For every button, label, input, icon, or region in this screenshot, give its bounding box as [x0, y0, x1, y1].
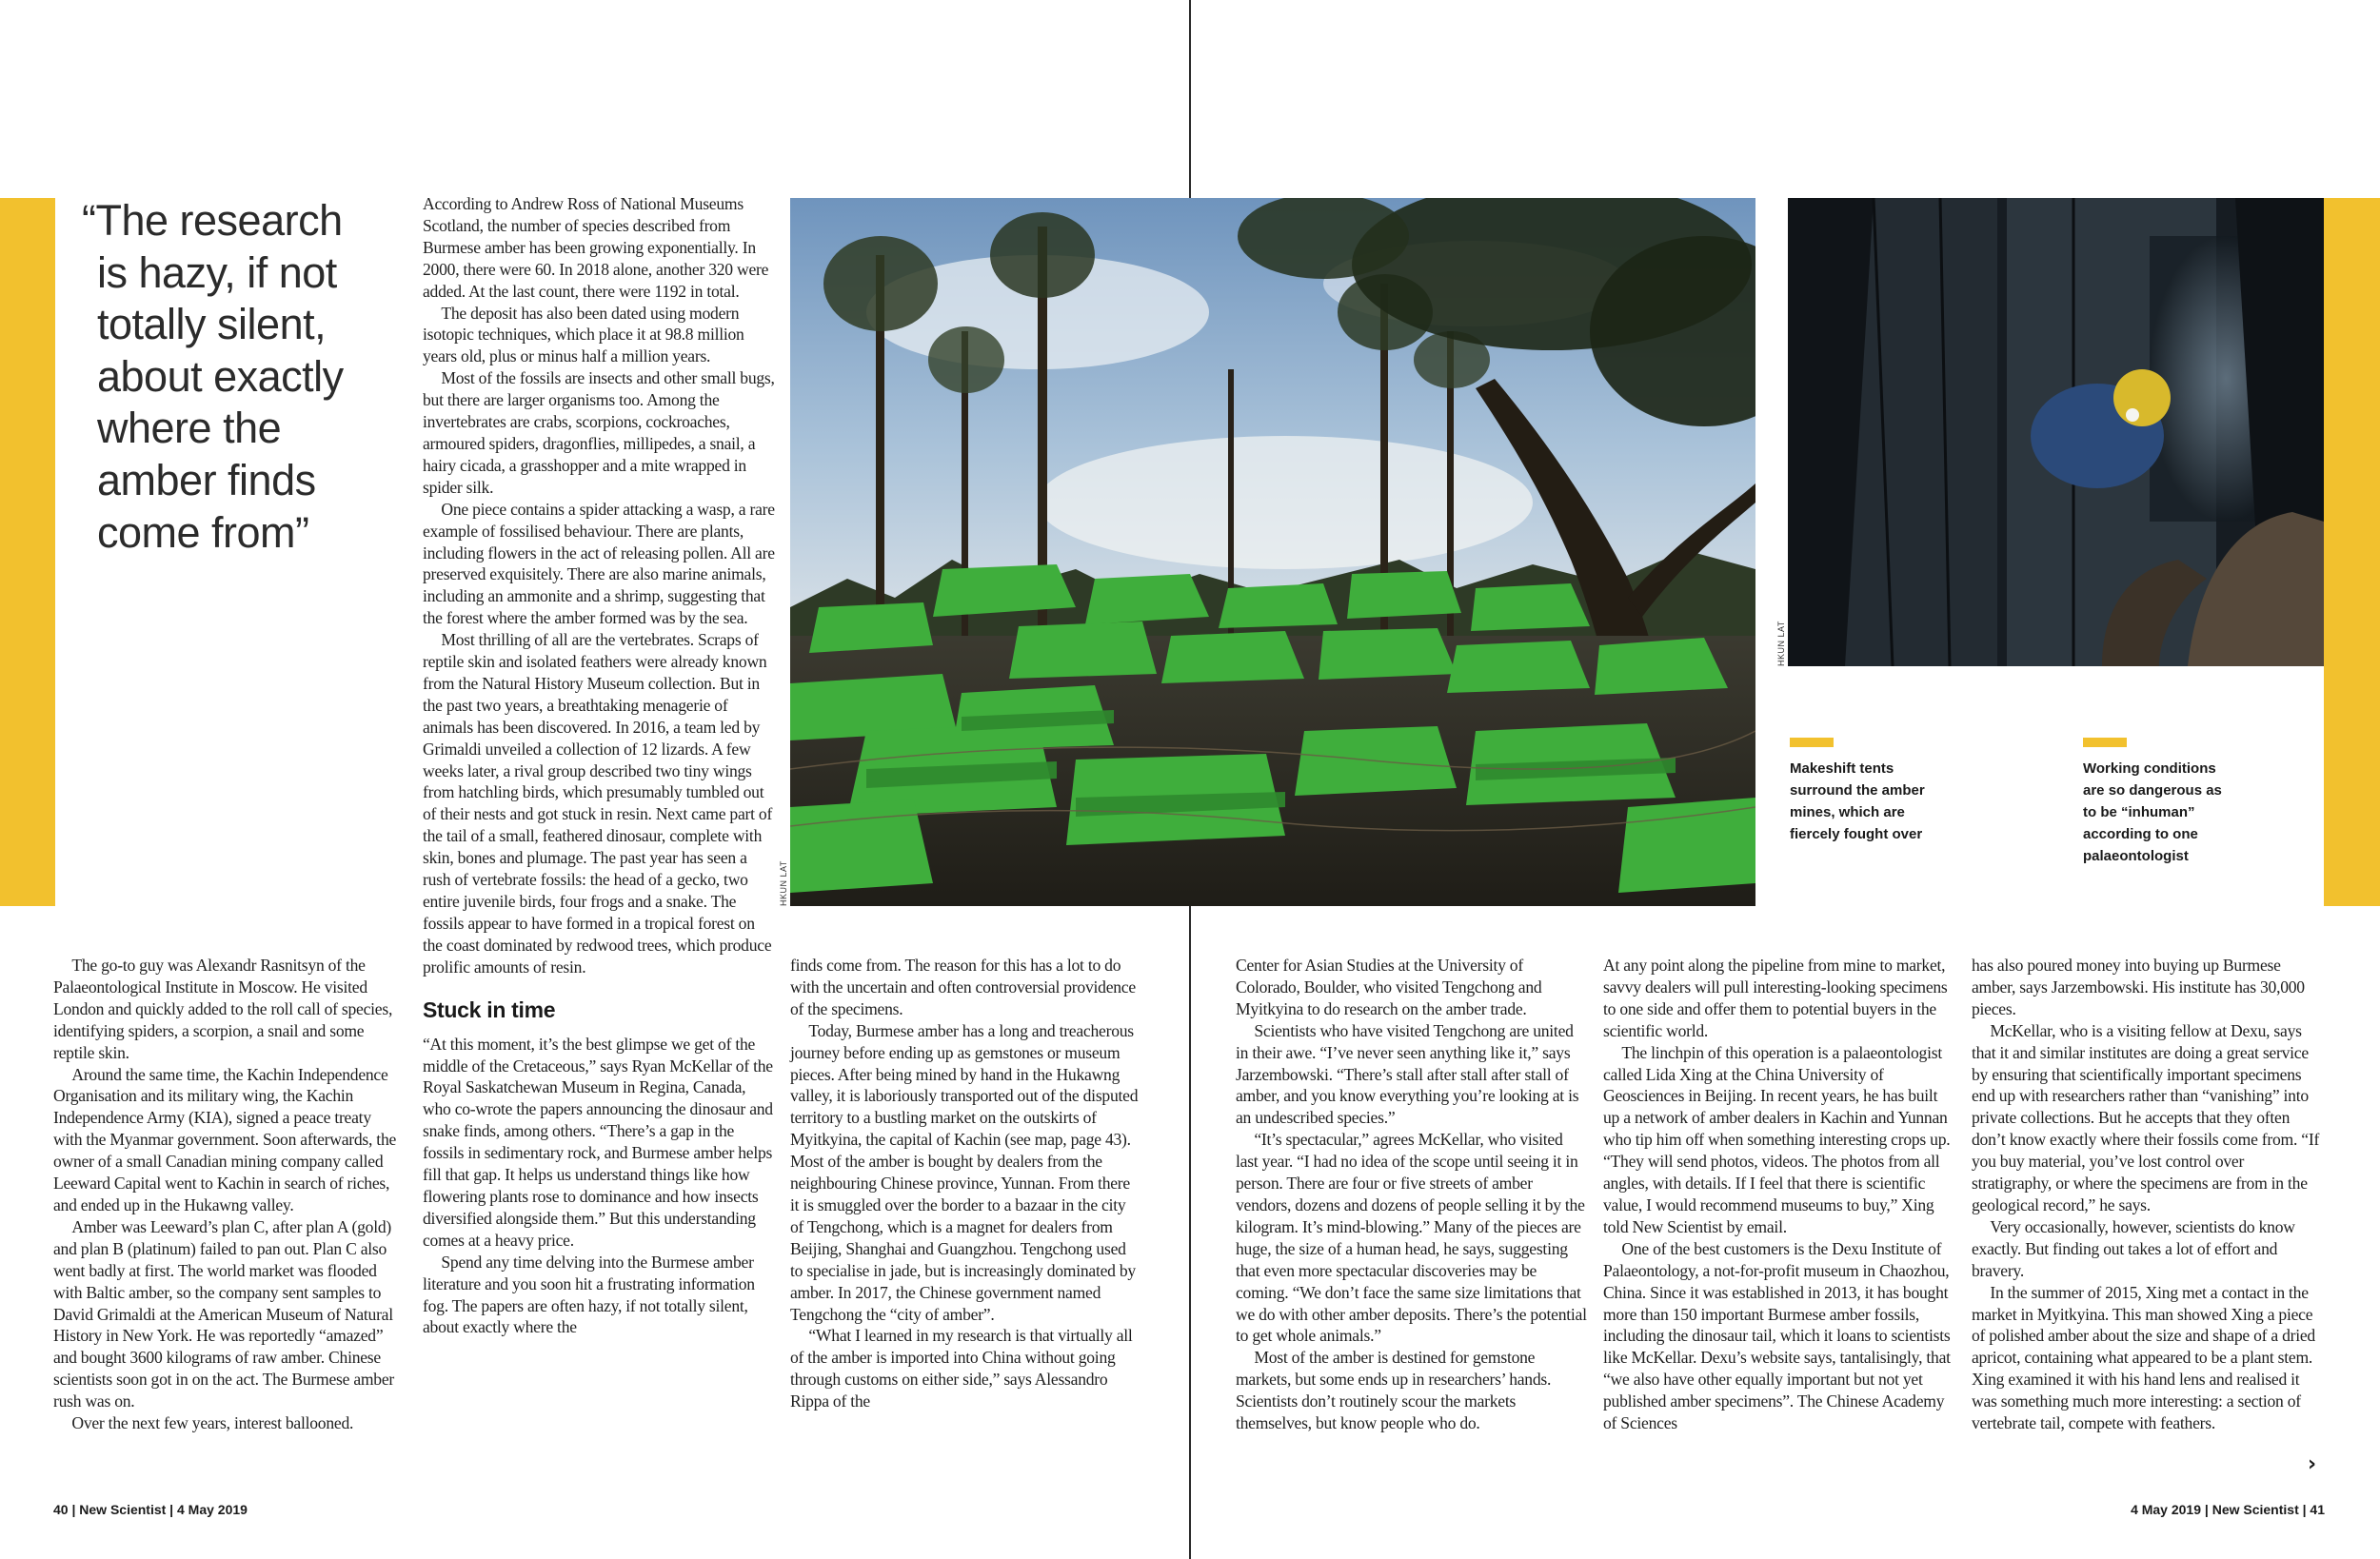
caption-line: according to one: [2083, 826, 2198, 842]
photo-credit-main: HKUN LAT: [779, 860, 788, 906]
pull-quote-line: where the: [97, 404, 282, 453]
paragraph: Today, Burmese amber has a long and treacherous journey before ending up as gemstones or museum pieces. After being mined by hand in the Hukawng valley, it is laboriously transported out of the disputed territory to a bustling market on the outskirts of Myitkyina, the capital of Kachin (see map, page 43). Most of the amber is bought by dealers from the neighbouring Chinese province, Yunnan. From there it is smuggled over the border to a bazaar in the city of Tengchong, which is a magnet for dealers from Beijing, Shanghai and Guangzhou. Tengchong used to specialise in jade, but is increasingly dominated by amber. In 2017, the Chinese government named Tengchong the “city of amber”.: [790, 1020, 1139, 1324]
paragraph: According to Andrew Ross of National Museums Scotland, the number of species described from Burmese amber has been growing exponentially. In 2000, there were 60. In 2018 alone, another 320 were added. At the last count, there were 1192 in total.: [423, 194, 769, 301]
paragraph: One of the best customers is the Dexu Institute of Palaeontology, a not-for-profit museum in Chaozhou, China. Since it was established in 2013, it has bought more than 150 important Burmese amber fossils, including the dinosaur tail, which it loans to scientists like McKellar. Dexu’s website says, tantalisingly, that “we also have other equally important but not yet published amber specimens”. The Chinese Academy of Sciences: [1603, 1238, 1951, 1433]
paragraph: Around the same time, the Kachin Independence Organisation and its military wing, the Kachin Independence Army (KIA), signed a peace treaty with the Myanmar government. Soon afterwards, the owner of a small Canadian mining company called Leeward Capital went to Kachin in search of riches, and ended up in the Hukawng valley.: [53, 1064, 397, 1214]
paragraph: has also poured money into buying up Burmese amber, says Jarzembowski. His institute has 30,000 pieces.: [1972, 956, 2305, 1018]
paragraph: The go-to guy was Alexandr Rasnitsyn of the Palaeontological Institute in Moscow. He visited London and quickly added to the roll call of species, identifying spiders, a scorpion, a snail and some reptile skin.: [53, 956, 393, 1062]
pull-quote-line: is hazy, if not: [97, 247, 337, 297]
continue-arrow-icon: ›: [2308, 1452, 2317, 1476]
paragraph: One piece contains a spider attacking a wasp, a rare example of fossilised behaviour. There are plants, including flowers in the act of releasing pollen. All are preserved exquisitely. There are also marine animals, including an ammonite and a shrimp, suggesting that the forest where the amber formed was by the sea.: [423, 499, 775, 628]
paragraph: At any point along the pipeline from mine to market, savvy dealers will pull interesting-looking specimens to one side and offer them to potential buyers in the scientific world.: [1603, 956, 1948, 1040]
paragraph: Scientists who have visited Tengchong are united in their awe. “I’ve never seen anything like it,” says Jarzembowski. “There’s stall after stall after stall of amber, and you know everything you’re looking at is an undescribed species.”: [1236, 1020, 1579, 1128]
paragraph: In the summer of 2015, Xing met a contact in the market in Myitkyina. This man showed Xing a piece of polished amber about the size and shape of a dried apricot, containing what appeared to be a plant stem. Xing examined it with his hand lens and realised it was something much more interesting: a section of vertebrate tail, compete with feathers.: [1972, 1282, 2315, 1433]
paragraph: finds come from. The reason for this has a lot to do with the uncertain and often controversial providence of the specimens.: [790, 956, 1136, 1018]
caption-line: palaeontologist: [2083, 848, 2189, 864]
paragraph: “It’s spectacular,” agrees McKellar, who visited last year. “I had no idea of the scope until seeing it in person. There are four or five streets of amber vendors, dozens and dozens of people selling it by the kilogram. It’s mind-blowing.” Many of the pieces are huge, the size of a human head, he says, suggesting that even more spectacular discoveries may be coming. “We don’t face the same size limitations that we do with other amber deposits. There’s the potential to get whole animals.”: [1236, 1130, 1587, 1346]
paragraph: Over the next few years, interest ballooned.: [71, 1413, 354, 1433]
paragraph: The deposit has also been dated using modern isotopic techniques, which place it at 98.8 million years old, plus or minus half a million years.: [423, 303, 744, 366]
paragraph: The linchpin of this operation is a palaeontologist called Lida Xing at the China University of Geosciences in Beijing. In recent years, he has built up a network of amber dealers in Kachin and Yunnan who tip him off when something interesting crops up. “They will send photos, videos. The photos from all angles, with details. If I feel that there is scientific value, I would recommend museums to buy,” Xing told New Scientist by email.: [1603, 1042, 1951, 1236]
caption-working-conditions: [2083, 758, 2240, 867]
caption-line: to be “inhuman”: [2083, 804, 2195, 820]
caption-tents: [1790, 758, 1947, 845]
pull-quote-line: “The research: [82, 196, 343, 245]
pull-quote-line: about exactly: [97, 351, 344, 401]
pull-quote-line: amber finds: [97, 455, 316, 504]
article-column-4: [1236, 955, 1588, 1434]
paragraph: Most thrilling of all are the vertebrates. Scraps of reptile skin and isolated feathers were already known from the Natural History Museum collection. But in the past two years, a breathtaking menagerie of animals has been discovered. In 2016, a team led by Grimaldi unveiled a collection of 12 lizards. A few weeks later, a rival group described two tiny wings from hatchling birds, which presumably tumbled out of their nests and got stuck in resin. Next came part of the tail of a small, feathered dinosaur, complete with skin, bones and plumage. The past year has seen a rush of vertebrate fossils: the head of a gecko, two entire juvenile birds, four frogs and a snake. The fossils appear to have formed in a tropical forest on the coast dominated by redwood trees, which produce prolific amounts of resin.: [423, 630, 773, 977]
article-column-1: [53, 955, 404, 1434]
caption-marker: [1790, 738, 1834, 747]
caption-line: surround the amber: [1790, 782, 1925, 799]
folio-right: 4 May 2019 | New Scientist | 41: [2131, 1502, 2325, 1517]
pull-quote: [82, 195, 425, 559]
accent-bar-left: [0, 198, 55, 906]
paragraph: “What I learned in my research is that virtually all of the amber is imported into China without going through customs on either side,” says Alessandro Rippa of the: [790, 1326, 1133, 1411]
paragraph: McKellar, who is a visiting fellow at Dexu, says that it and similar institutes are doing a great service by ensuring that scientifically important specimens end up with researchers rather than “vanishing” into private collections. But he accepts that they often don’t know exactly where their fossils come from. “If you buy material, you’ve lost control over stratigraphy, or where the specimens are from in the geological record,” he says.: [1972, 1020, 2320, 1214]
paragraph: Center for Asian Studies at the University of Colorado, Boulder, who visited Tengchong and Myitkyina to do research on the amber trade.: [1236, 956, 1542, 1018]
article-column-6: [1972, 955, 2324, 1434]
photo-credit-small: HKUN LAT: [1776, 621, 1786, 666]
photo-amber-mine-tents: [790, 198, 1755, 906]
paragraph: Most of the fossils are insects and other small bugs, but there are larger organisms too. Among the invertebrates are crabs, scorpions, cockroaches, armoured spiders, dragonflies, millipedes, a snail, a hairy cicada, a grasshopper and a mite wrapped in spider silk.: [423, 368, 775, 497]
caption-line: Working conditions: [2083, 760, 2216, 777]
caption-line: Makeshift tents: [1790, 760, 1894, 777]
paragraph: Amber was Leeward’s plan C, after plan A (gold) and plan B (platinum) failed to pan out. Plan C also went badly at first. The world market was flooded with Baltic amber, so the company sent samples to David Grimaldi at the American Museum of Natural History in New York. He was reportedly “amazed” and bought 3600 kilograms of raw amber. Chinese scientists soon got in on the act. The Burmese amber rush was on.: [53, 1216, 395, 1411]
article-column-5: [1603, 955, 1957, 1434]
section-subhead: Stuck in time: [423, 997, 556, 1022]
paragraph: “At this moment, it’s the best glimpse we get of the middle of the Cretaceous,” says Ryan McKellar of the Royal Saskatchewan Museum in Regina, Canada, who co-wrote the papers announcing the dinosaur and snake finds, among others. “There’s a gap in the fossils in sedimentary rock, and Burmese amber helps fill that gap. It helps us understand things like how flowering plants rose to dominance and how insects diversified alongside them.” But this understanding comes at a heavy price.: [423, 1034, 773, 1250]
photo-miner-in-shaft: [1788, 198, 2324, 666]
caption-line: mines, which are: [1790, 804, 1905, 820]
article-column-3: [790, 955, 1140, 1412]
article-column-top: [423, 193, 775, 1338]
accent-bar-right: [2324, 198, 2380, 906]
paragraph: Spend any time delving into the Burmese amber literature and you soon hit a frustrating information fog. The papers are often hazy, if not totally silent, about exactly where the: [423, 1252, 755, 1337]
caption-marker: [2083, 738, 2127, 747]
paragraph: Most of the amber is destined for gemstone markets, but some ends up in researchers’ hands. Scientists don’t routinely scour the markets themselves, but know people who do.: [1236, 1348, 1552, 1433]
pull-quote-line: totally silent,: [97, 300, 327, 349]
pull-quote-line: come from”: [97, 507, 309, 557]
paragraph: Very occasionally, however, scientists do know exactly. But finding out takes a lot of effort and bravery.: [1972, 1216, 2295, 1280]
caption-line: are so dangerous as: [2083, 782, 2222, 799]
folio-left: 40 | New Scientist | 4 May 2019: [53, 1502, 248, 1517]
caption-line: fiercely fought over: [1790, 826, 1923, 842]
